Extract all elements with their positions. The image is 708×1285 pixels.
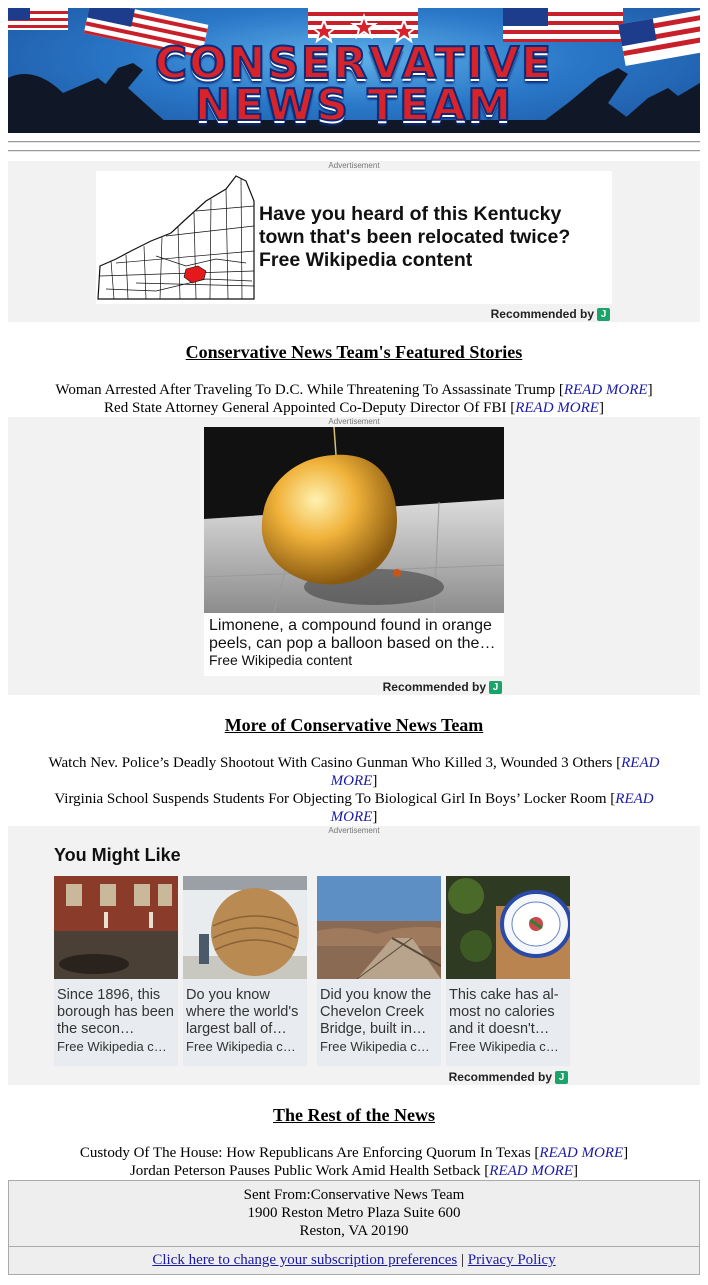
privacy-policy-link[interactable]: Privacy Policy [467, 1252, 556, 1268]
story-headline: Custody Of The House: How Republicans Are Enforcing Quorum In Texas [79, 1145, 531, 1161]
ad-kentucky[interactable] [8, 161, 700, 322]
brand-logo-icon: J [597, 308, 610, 321]
ad-kentucky-headline[interactable]: Have you heard of this Kentucky town that's been relocated twice? [259, 203, 571, 248]
ball-of-twine-image [183, 876, 307, 979]
read-more-link[interactable]: READ MORE [489, 1163, 574, 1179]
recommendation-card[interactable] [317, 876, 441, 1066]
balloon-photo-image [204, 427, 504, 613]
banner-title-line2: NEWS TEAM [194, 80, 514, 131]
story-headline: Red State Attorney General Appointed Co-Deputy Director Of FBI [104, 400, 507, 416]
brand-logo-icon: J [555, 1071, 568, 1084]
recommended-by-badge[interactable] [383, 680, 502, 694]
recommended-by-text: Recommended by [382, 680, 486, 694]
recommendation-headline[interactable]: Did you know the Chevelon Creek Bridge, built in… [320, 987, 432, 1037]
recommended-by-badge[interactable] [491, 307, 610, 321]
ad-limonene[interactable] [8, 417, 700, 695]
story-headline: Jordan Peterson Pauses Public Work Amid Health Setback [129, 1163, 481, 1179]
featured-story-1: Woman Arrested After Traveling To D.C. While Threatening To Assassinate Trump [READ MORE] [55, 382, 653, 398]
recommended-by-badge[interactable] [449, 1070, 568, 1084]
story-headline: Woman Arrested After Traveling To D.C. While Threatening To Assassinate Trump [55, 382, 556, 398]
story-headline: Watch Nev. Police’s Deadly Shootout With Casino Gunman Who Killed 3, Wounded 3 Others [48, 755, 613, 771]
ad-limonene-card[interactable] [204, 427, 504, 676]
address-line-2: Reston, VA 20190 [299, 1223, 409, 1239]
read-more-link[interactable]: READ MORE [563, 382, 648, 398]
ad-label: Advertisement [328, 161, 380, 170]
footer-address-box [8, 1180, 700, 1251]
recommendation-card[interactable] [54, 876, 178, 1066]
address-line-1: 1900 Reston Metro Plaza Suite 600 [247, 1205, 461, 1221]
kentucky-map-image [96, 171, 256, 304]
ad-kentucky-source: Free Wikipedia content [259, 249, 473, 271]
featured-story-2: Red State Attorney General Appointed Co-Deputy Director Of FBI [READ MORE] [104, 400, 604, 416]
recommended-by-text: Recommended by [490, 307, 594, 321]
read-more-link[interactable]: READ MORE [330, 791, 654, 825]
ad-limonene-source: Free Wikipedia content [209, 652, 353, 668]
recommendation-card[interactable] [183, 876, 307, 1066]
more-story-2: Virginia School Suspends Students For Objecting To Biological Girl In Boys’ Locker Room [READ MORE] [54, 791, 654, 825]
recommendation-source: Free Wikipedia c… [186, 1039, 296, 1054]
ad-label: Advertisement [328, 826, 380, 835]
sent-from-text: Sent From:Conservative News Team [243, 1187, 465, 1203]
recommendation-source: Free Wikipedia c… [449, 1039, 559, 1054]
recommendation-card[interactable] [446, 876, 570, 1066]
banner-title-line1: CONSERVATIVE [154, 38, 554, 89]
ad-limonene-headline[interactable]: Limonene, a compound found in orange peels, can pop a balloon based on the… [209, 617, 496, 652]
ad-kentucky-card[interactable] [96, 171, 612, 304]
divider-top [8, 141, 700, 143]
you-might-like-title: You Might Like [54, 845, 181, 865]
story-headline: Virginia School Suspends Students For Objecting To Biological Girl In Boys’ Locker Room [54, 791, 607, 807]
ad-label: Advertisement [328, 417, 380, 426]
read-more-link[interactable]: READ MORE [539, 1145, 624, 1161]
header-banner [8, 8, 700, 133]
divider-bottom [8, 150, 700, 152]
more-stories-title: More of Conservative News Team [224, 715, 484, 735]
recommendation-headline[interactable]: This cake has al-most no calories and it doesn't… [449, 987, 559, 1037]
recommendation-headline[interactable]: Since 1896, this borough has been the secon… [57, 987, 174, 1037]
borough-street-image [54, 876, 178, 979]
footer-links-box [8, 1246, 700, 1275]
brand-logo-icon: J [489, 681, 502, 694]
bridge-image [317, 876, 441, 979]
more-story-1: Watch Nev. Police’s Deadly Shootout With Casino Gunman Who Killed 3, Wounded 3 Others [READ MORE] [48, 755, 660, 789]
rest-story-2: Jordan Peterson Pauses Public Work Amid Health Setback [READ MORE] [129, 1163, 579, 1179]
footer-separator: | [460, 1252, 464, 1268]
subscription-preferences-link[interactable]: Click here to change your subscription preferences [152, 1252, 458, 1268]
recommendation-source: Free Wikipedia c… [57, 1039, 167, 1054]
recommendation-source: Free Wikipedia c… [320, 1039, 430, 1054]
read-more-link[interactable]: READ MORE [330, 755, 660, 789]
rest-of-news-title: The Rest of the News [273, 1105, 435, 1125]
rest-story-1: Custody Of The House: How Republicans Are Enforcing Quorum In Texas [READ MORE] [79, 1145, 629, 1161]
recommendation-headline[interactable]: Do you know where the world's largest ball of… [186, 987, 299, 1037]
cake-plate-image [446, 876, 570, 979]
featured-stories-title: Conservative News Team's Featured Stories [185, 342, 523, 362]
read-more-link[interactable]: READ MORE [515, 400, 599, 416]
recommended-by-text: Recommended by [448, 1070, 552, 1084]
